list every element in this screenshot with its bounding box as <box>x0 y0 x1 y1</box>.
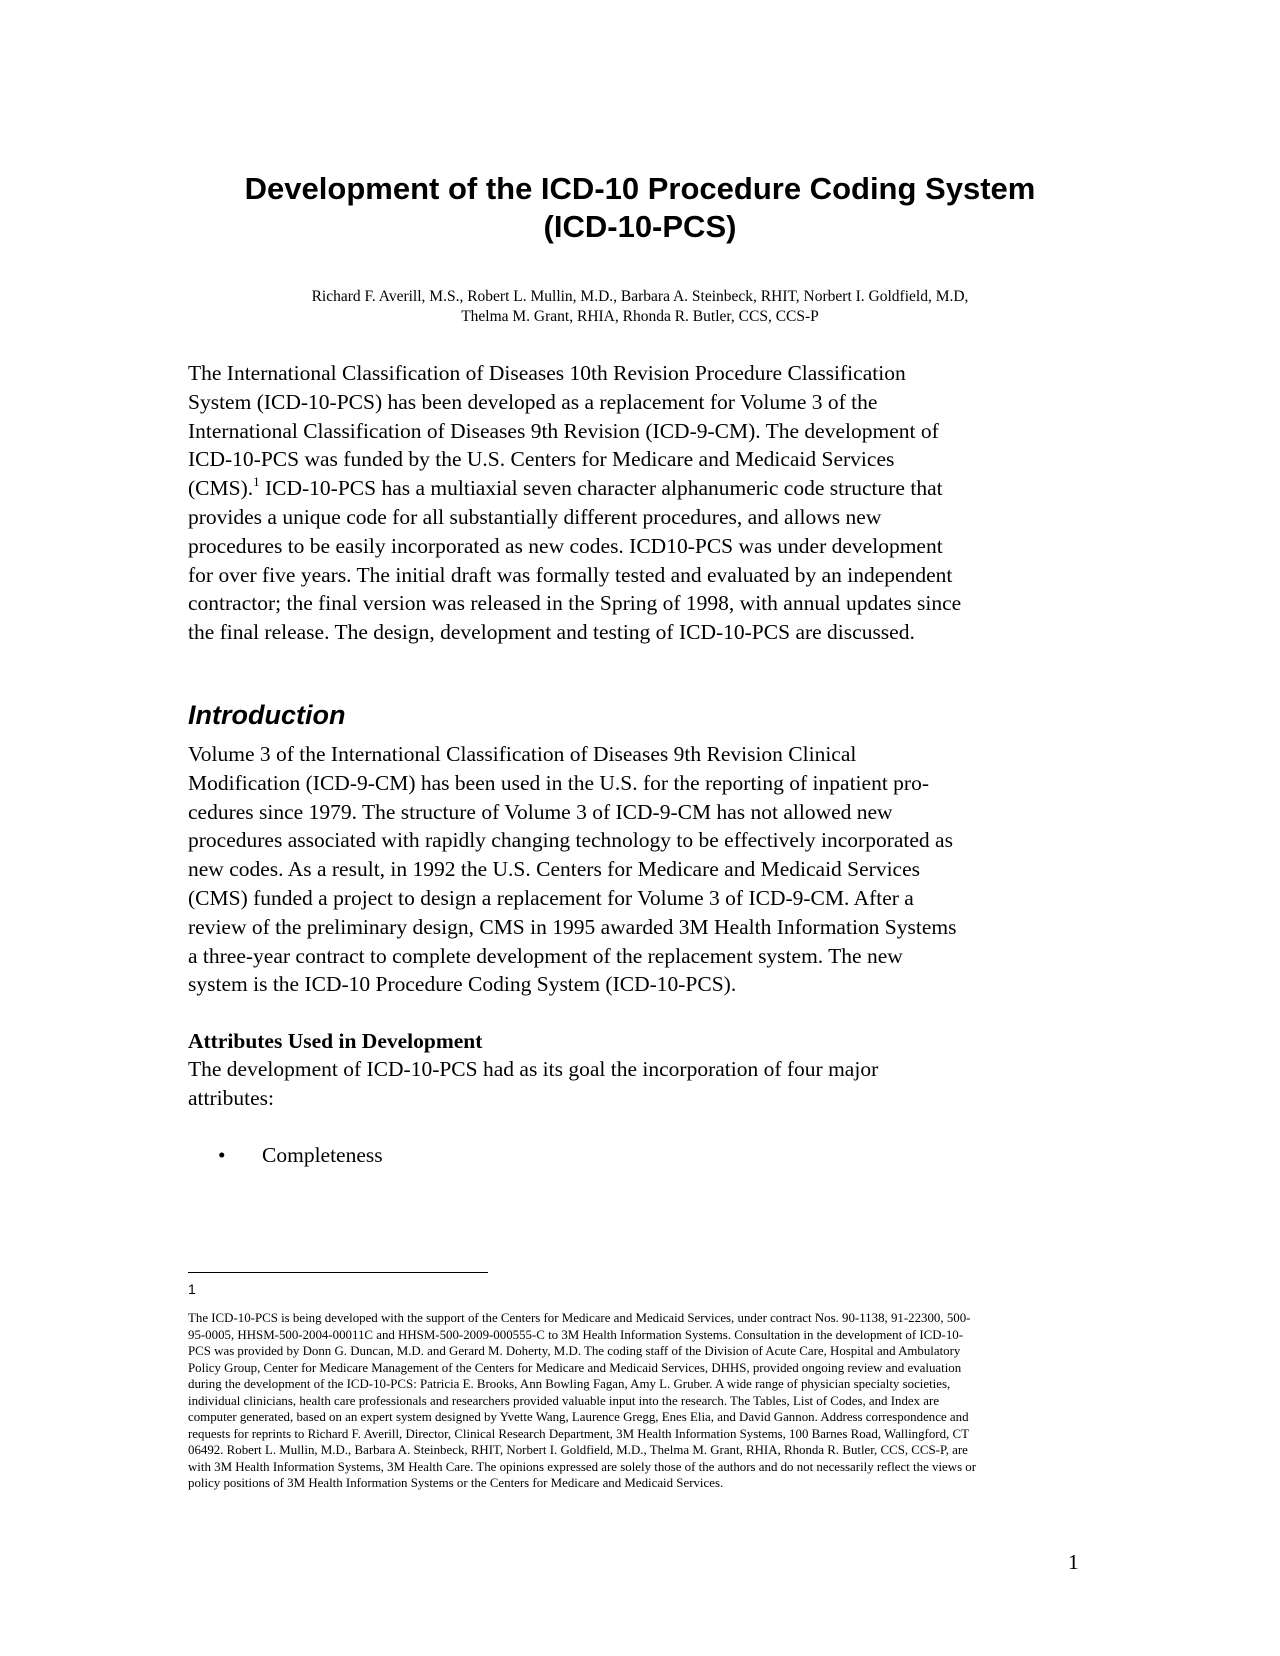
attributes-paragraph <box>188 1055 1098 1113</box>
introduction-heading: Introduction <box>188 700 346 730</box>
footnote-line: policy positions of 3M Health Information Systems or the Centers for Medicare and Medicaid Services. <box>188 1476 724 1490</box>
footnote-divider <box>188 1272 488 1273</box>
text-line: system is the ICD-10 Procedure Coding System (ICD-10-PCS). <box>188 972 737 997</box>
footnote-line: PCS was provided by Donn G. Duncan, M.D. and Gerard M. Doherty, M.D. The coding staff of the Division of Acute Care, Hospital and Ambulatory <box>188 1344 961 1358</box>
text-line: The International Classification of Diseases 10th Revision Procedure Classification <box>188 361 906 385</box>
document-title <box>160 170 1120 246</box>
list-item <box>218 1141 383 1169</box>
footnote-line: Policy Group, Center for Medicare Management of the Centers for Medicare and Medicaid Services, DHHS, provided ongoing review and evaluation <box>188 1360 962 1375</box>
text-line: review of the preliminary design, CMS in 1995 awarded 3M Health Information Systems <box>188 914 957 939</box>
author-line: Thelma M. Grant, RHIA, Rhonda R. Butler, CCS, CCS-P <box>461 308 819 325</box>
text-fragment: (CMS). <box>188 476 254 501</box>
footnote-line: requests for reprints to Richard F. Averill, Director, Clinical Research Department, 3M Health Information Systems, 100 Barnes Road, Wallingford, CT <box>188 1426 969 1441</box>
title-line: Development of the ICD-10 Procedure Coding System <box>244 171 1036 206</box>
text-line: contractor; the final version was released in the Spring of 1998, with annual updates since <box>188 591 962 616</box>
attributes-list <box>218 1141 383 1169</box>
text-line: procedures associated with rapidly changing technology to be effectively incorporated as <box>188 828 953 853</box>
text-line: ICD-10-PCS was funded by the U.S. Centers for Medicare and Medicaid Services <box>188 447 895 472</box>
author-line: Richard F. Averill, M.S., Robert L. Mullin, M.D., Barbara A. Steinbeck, RHIT, Norbert I. Goldfield, M.D, <box>311 288 969 305</box>
footnote-number: 1 <box>188 1281 196 1297</box>
abstract-paragraph <box>188 359 1098 647</box>
text-line: provides a unique code for all substantially different procedures, and allows new <box>188 504 882 529</box>
footnote-line: 06492. Robert L. Mullin, M.D., Barbara A. Steinbeck, RHIT, Norbert I. Goldfield, M.D., Thelma M. Grant, RHIA, Rhonda R. Butler, CCS, CCS-P, are <box>188 1443 968 1457</box>
text-line: The development of ICD-10-PCS had as its goal the incorporation of four major <box>188 1057 879 1081</box>
text-line <box>188 474 1098 503</box>
footnote-line: computer generated, based on an expert system designed by Yvette Wang, Laurence Gregg, Enes Elia, and David Gannon. Address correspondence and <box>188 1410 969 1424</box>
bullet-icon: • <box>218 1143 226 1167</box>
text-line: Modification (ICD-9-CM) has been used in the U.S. for the reporting of inpatient pro- <box>188 770 929 795</box>
footnote-line: 95-0005, HHSM-500-2004-00011C and HHSM-500-2009-000555-C to 3M Health Information Systems. Consultation in the development of ICD-10- <box>188 1327 964 1342</box>
footnote-text <box>188 1310 1088 1492</box>
text-line: procedures to be easily incorporated as new codes. ICD10-PCS was under development <box>188 533 943 558</box>
footnote-reference[interactable]: 1 <box>253 474 260 490</box>
page-number: 1 <box>1068 1550 1079 1574</box>
text-fragment: ICD-10-PCS has a multiaxial seven character alphanumeric code structure that <box>259 476 943 501</box>
list-item-label: Completeness <box>262 1143 383 1167</box>
introduction-paragraph <box>188 740 1098 999</box>
text-line: for over five years. The initial draft was formally tested and evaluated by an independent <box>188 562 953 587</box>
footnote-line: with 3M Health Information Systems, 3M Health Care. The opinions expressed are solely those of the authors and do not necessarily reflect the views or <box>188 1459 977 1474</box>
footnote-line: The ICD-10-PCS is being developed with the support of the Centers for Medicare and Medicaid Services, under contract Nos. 90-1138, 91-22300, 500- <box>188 1311 971 1325</box>
attributes-heading: Attributes Used in Development <box>188 1029 483 1053</box>
text-line: the final release. The design, development and testing of ICD-10-PCS are discussed. <box>188 620 915 645</box>
text-line: a three-year contract to complete development of the replacement system. The new <box>188 943 903 968</box>
text-line: new codes. As a result, in 1992 the U.S. Centers for Medicare and Medicaid Services <box>188 857 920 882</box>
text-line: Volume 3 of the International Classification of Diseases 9th Revision Clinical <box>188 742 857 766</box>
text-line: International Classification of Diseases 9th Revision (ICD-9-CM). The development of <box>188 418 939 443</box>
title-line: (ICD-10-PCS) <box>543 209 737 244</box>
text-line: cedures since 1979. The structure of Volume 3 of ICD-9-CM has not allowed new <box>188 799 893 824</box>
text-line: System (ICD-10-PCS) has been developed as a replacement for Volume 3 of the <box>188 389 878 414</box>
footnote-line: during the development of the ICD-10-PCS: Patricia E. Brooks, Ann Bowling Fagan, Amy L. Gruber. A wide range of physician specialty societies, <box>188 1377 951 1391</box>
text-line: attributes: <box>188 1085 274 1110</box>
text-line: (CMS) funded a project to design a replacement for Volume 3 of ICD-9-CM. After a <box>188 885 914 910</box>
footnote-line: individual clinicians, health care professionals and researchers provided valuable input into the research. The Tables, List of Codes, and Index are <box>188 1393 940 1408</box>
author-list <box>160 287 1120 327</box>
